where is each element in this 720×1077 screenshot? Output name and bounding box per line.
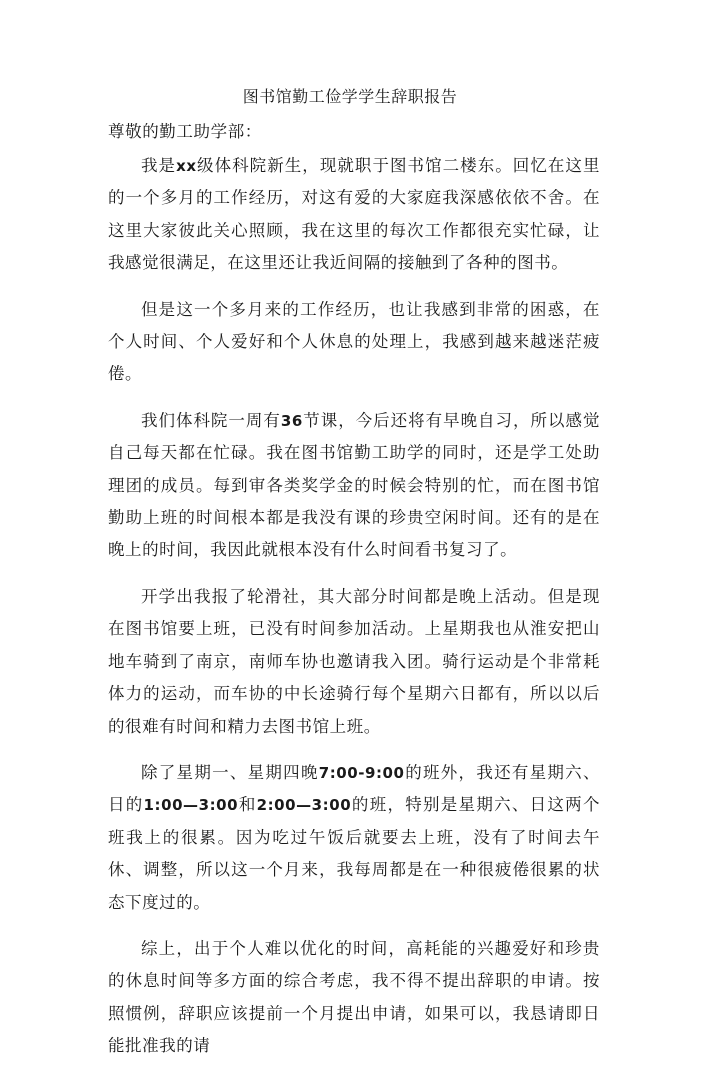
paragraph-club-activities: 开学出我报了轮滑社，其大部分时间都是晚上活动。但是现在图书馆要上班，已没有时间参加活动。上星期我也从淮安把山地车骑到了南京，南师车协也邀请我入团。骑行运动是个非常耗体力的运动，而车协的中长途骑行每个星期六日都有，所以以后的很难有时间和精力去图书馆上班。 xyxy=(108,586,600,736)
paragraph-course-load: 我们体科院一周有36节课，今后还将有早晚自习，所以感觉自己每天都在忙碌。我在图书馆勤工助学的同时，还是学工处助理团的成员。每到审各类奖学金的时候会特别的忙，而在图书馆勤助上班的时间根本都是我没有课的珍贵空闲时间。还有的是在晚上的时间，我因此就根本没有什么时间看书复习了。 xyxy=(108,410,600,560)
document-body xyxy=(108,150,600,1077)
paragraph-intro: 我是xx级体科院新生，现就职于图书馆二楼东。回忆在这里的一个多月的工作经历，对这有爱的大家庭我深感依依不舍。在这里大家彼此关心照顾，我在这里的每次工作都很充实忙碌，让我感觉很满足，在这里还让我近间隔的接触到了各种的图书。 xyxy=(108,156,600,273)
paragraph-conclusion: 综上，出于个人难以优化的时间，高耗能的兴趣爱好和珍贵的休息时间等多方面的综合考虑，我不得不提出辞职的申请。按照惯例，辞职应该提前一个月提出申请，如果可以，我恳请即日能批准我的请 xyxy=(108,938,600,1056)
paragraph-confusion: 但是这一个多月来的工作经历，也让我感到非常的困惑，在个人时间、个人爱好和个人休息的处理上，我感到越来越迷茫疲倦。 xyxy=(108,299,600,384)
paragraph-schedule: 除了星期一、星期四晚7:00-9:00的班外，我还有星期六、日的1:00—3:00和2:00—3:00的班，特别是星期六、日这两个班我上的很累。因为吃过午饭后就要去上班，没有了时间去午休、调整，所以这一个月来，我每周都是在一种很疲倦很累的状态下度过的。 xyxy=(108,762,600,912)
document-title: 图书馆勤工俭学学生辞职报告 xyxy=(242,87,458,106)
salutation: 尊敬的勤工助学部： xyxy=(108,122,262,141)
